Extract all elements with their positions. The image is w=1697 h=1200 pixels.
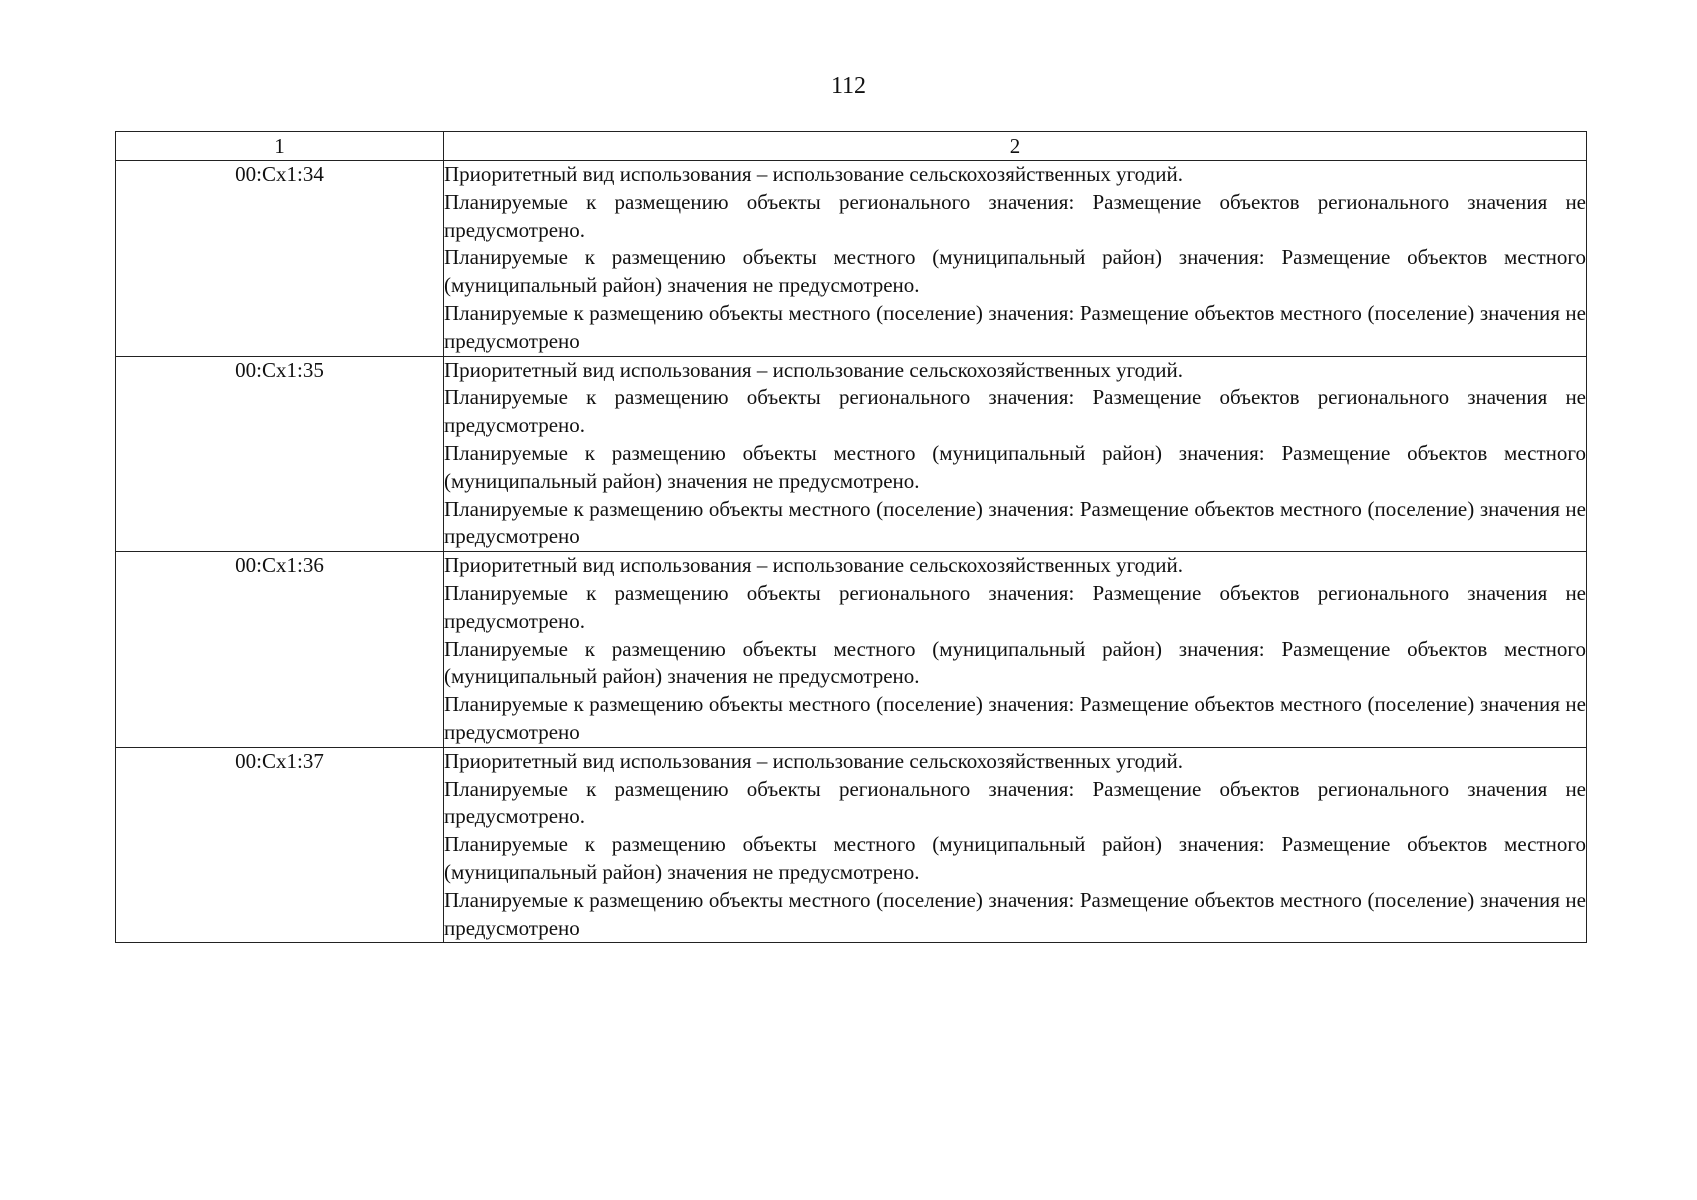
description-line: Планируемые к размещению объекты местного (поселение) значения: Размещение объектов местного (поселение) значения не предусмотрено — [444, 692, 1586, 744]
zone-description — [444, 161, 1587, 357]
description-line: Приоритетный вид использования – использование сельскохозяйственных угодий. — [444, 162, 1183, 186]
zone-description — [444, 747, 1587, 943]
description-line: Планируемые к размещению объекты местного (поселение) значения: Размещение объектов местного (поселение) значения не предусмотрено — [444, 300, 1586, 353]
description-line: Планируемые к размещению объекты местного (поселение) значения: Размещение объектов местного (поселение) значения не предусмотрено — [444, 887, 1586, 940]
description-line: Приоритетный вид использования – использование сельскохозяйственных угодий. — [444, 748, 1183, 773]
description-line: Приоритетный вид использования – использование сельскохозяйственных угодий. — [444, 357, 1183, 382]
table-header-row — [116, 132, 1587, 161]
description-line: Планируемые к размещению объекты регионального значения: Размещение объектов регионального значения не предусмотрено. — [444, 189, 1586, 242]
zone-code: 00:Сх1:34 — [116, 161, 444, 357]
zone-code: 00:Сх1:35 — [116, 356, 444, 552]
description-line: Приоритетный вид использования – использование сельскохозяйственных угодий. — [444, 553, 1183, 578]
description-line: Планируемые к размещению объекты местного (муниципальный район) значения: Размещение объектов местного (муниципальный район) значения не предусмотрено. — [444, 245, 1586, 298]
table-row — [116, 161, 1587, 357]
zone-description — [444, 356, 1587, 552]
zone-description — [444, 552, 1587, 748]
column-header-1: 1 — [116, 132, 444, 161]
zone-code: 00:Сх1:37 — [116, 747, 444, 943]
table-row — [116, 552, 1587, 748]
description-line: Планируемые к размещению объекты местного (муниципальный район) значения: Размещение объектов местного (муниципальный район) значения не предусмотрено. — [444, 636, 1586, 689]
zone-code: 00:Сх1:36 — [116, 552, 444, 748]
column-header-2: 2 — [444, 132, 1587, 161]
description-line: Планируемые к размещению объекты местного (муниципальный район) значения: Размещение объектов местного (муниципальный район) значения не предусмотрено. — [444, 832, 1586, 884]
table-row — [116, 356, 1587, 552]
table-row — [116, 747, 1587, 943]
description-line: Планируемые к размещению объекты местного (муниципальный район) значения: Размещение объектов местного (муниципальный район) значения не предусмотрено. — [444, 440, 1586, 493]
description-line: Планируемые к размещению объекты регионального значения: Размещение объектов регионального значения не предусмотрено. — [444, 385, 1586, 438]
description-line: Планируемые к размещению объекты регионального значения: Размещение объектов регионального значения не предусмотрено. — [444, 580, 1586, 633]
description-line: Планируемые к размещению объекты регионального значения: Размещение объектов регионального значения не предусмотрено. — [444, 776, 1586, 829]
description-line: Планируемые к размещению объекты местного (поселение) значения: Размещение объектов местного (поселение) значения не предусмотрено — [444, 496, 1586, 549]
zones-table — [115, 131, 1587, 943]
page-number: 112 — [830, 73, 867, 99]
